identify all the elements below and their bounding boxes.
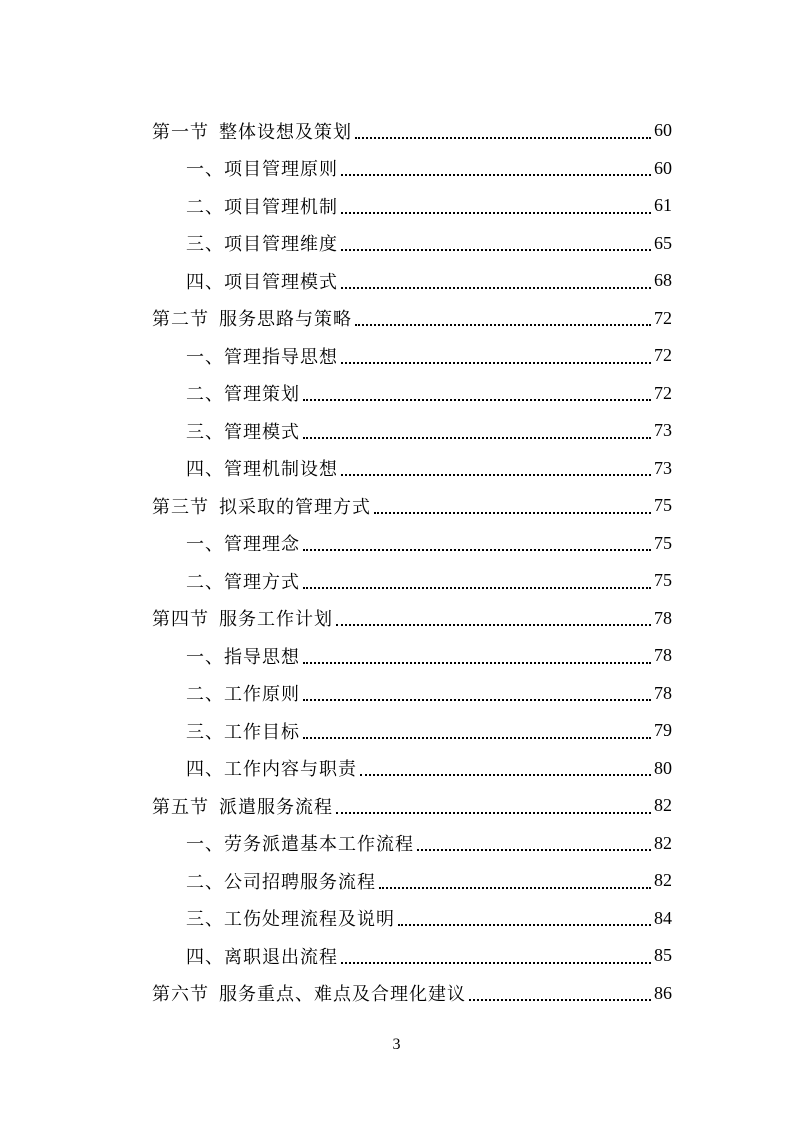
toc-entry-title: 整体设想及策划 <box>219 121 352 143</box>
toc-entry-label: 三、 <box>186 721 224 743</box>
toc-entry[interactable] <box>152 300 672 338</box>
toc-entry-title: 项目管理机制 <box>224 196 338 218</box>
toc-entry-label: 第一节 <box>152 121 209 143</box>
toc-entry-page: 75 <box>654 532 672 553</box>
toc-entry-page: 65 <box>654 232 672 253</box>
toc-entry-page: 85 <box>654 945 672 966</box>
dot-leader <box>336 623 651 626</box>
toc-entry[interactable] <box>152 525 672 563</box>
toc-entry-title: 工作内容与职责 <box>224 759 357 781</box>
toc-entry-label: 四、 <box>186 946 224 968</box>
toc-entry-title: 管理机制设想 <box>224 459 338 481</box>
toc-entry-label: 四、 <box>186 759 224 781</box>
toc-entry[interactable] <box>152 450 672 488</box>
toc-entry-page: 68 <box>654 270 672 291</box>
toc-entry[interactable] <box>152 825 672 863</box>
dot-leader <box>398 923 651 926</box>
dot-leader <box>379 886 651 889</box>
toc-entry-title: 管理方式 <box>224 571 300 593</box>
toc-entry-label: 第六节 <box>152 984 209 1006</box>
toc-entry[interactable] <box>152 637 672 675</box>
toc-entry[interactable] <box>152 562 672 600</box>
toc-entry-label: 第四节 <box>152 609 209 631</box>
toc-entry-title: 服务思路与策略 <box>219 309 352 331</box>
toc-entry-title: 离职退出流程 <box>224 946 338 968</box>
toc-entry-label: 三、 <box>186 909 224 931</box>
toc-entry-title: 公司招聘服务流程 <box>224 871 376 893</box>
dot-leader <box>303 736 651 739</box>
dot-leader <box>341 473 651 476</box>
toc-entry-title: 劳务派遣基本工作流程 <box>224 834 414 856</box>
toc-entry[interactable] <box>152 900 672 938</box>
toc-entry-page: 75 <box>654 495 672 516</box>
toc-entry-page: 82 <box>654 795 672 816</box>
toc-entry-page: 72 <box>654 382 672 403</box>
toc-entry-page: 78 <box>654 682 672 703</box>
toc-entry-page: 82 <box>654 870 672 891</box>
toc-entry-page: 60 <box>654 157 672 178</box>
toc-entry[interactable] <box>152 675 672 713</box>
toc-entry[interactable] <box>152 975 672 1013</box>
toc-entry-label: 第三节 <box>152 496 209 518</box>
dot-leader <box>341 286 651 289</box>
toc-entry-title: 管理策划 <box>224 384 300 406</box>
toc-entry-page: 84 <box>654 907 672 928</box>
toc-entry-label: 四、 <box>186 271 224 293</box>
toc-entry-page: 82 <box>654 832 672 853</box>
dot-leader <box>355 136 651 139</box>
toc-entry-page: 61 <box>654 195 672 216</box>
toc-entry-page: 73 <box>654 420 672 441</box>
dot-leader <box>469 998 651 1001</box>
toc-entry-title: 工伤处理流程及说明 <box>224 909 395 931</box>
toc-entry-title: 工作原则 <box>224 684 300 706</box>
toc-entry-title: 服务工作计划 <box>219 609 333 631</box>
dot-leader <box>303 698 651 701</box>
toc-entry-title: 项目管理原则 <box>224 159 338 181</box>
toc-entry-label: 第二节 <box>152 309 209 331</box>
toc-entry[interactable] <box>152 262 672 300</box>
toc-entry-page: 60 <box>654 120 672 141</box>
toc-entry-title: 服务重点、难点及合理化建议 <box>219 984 466 1006</box>
toc-entry[interactable] <box>152 787 672 825</box>
toc-entry-title: 拟采取的管理方式 <box>219 496 371 518</box>
toc-entry[interactable] <box>152 187 672 225</box>
toc-entry[interactable] <box>152 487 672 525</box>
toc-entry[interactable] <box>152 937 672 975</box>
toc-entry[interactable] <box>152 412 672 450</box>
dot-leader <box>341 211 651 214</box>
toc-entry-page: 78 <box>654 645 672 666</box>
dot-leader <box>303 586 651 589</box>
toc-entry-page: 80 <box>654 757 672 778</box>
toc-entry-title: 派遣服务流程 <box>219 796 333 818</box>
toc-entry[interactable] <box>152 337 672 375</box>
toc-entry[interactable] <box>152 375 672 413</box>
toc-entry[interactable] <box>152 225 672 263</box>
toc-entry-title: 指导思想 <box>224 646 300 668</box>
toc-entry-title: 项目管理维度 <box>224 234 338 256</box>
toc-entry-title: 项目管理模式 <box>224 271 338 293</box>
toc-entry[interactable] <box>152 750 672 788</box>
toc-entry-page: 86 <box>654 982 672 1003</box>
toc-entry-page: 73 <box>654 457 672 478</box>
dot-leader <box>303 661 651 664</box>
dot-leader <box>336 811 651 814</box>
toc-entry-page: 79 <box>654 720 672 741</box>
dot-leader <box>303 398 651 401</box>
toc-entry-label: 二、 <box>186 196 224 218</box>
dot-leader <box>341 173 651 176</box>
toc-entry-label: 一、 <box>186 346 224 368</box>
dot-leader <box>374 511 651 514</box>
toc-entry-title: 管理理念 <box>224 534 300 556</box>
toc-entry-title: 工作目标 <box>224 721 300 743</box>
toc-entry-label: 二、 <box>186 384 224 406</box>
toc-entry-label: 第五节 <box>152 796 209 818</box>
toc-entry-page: 75 <box>654 570 672 591</box>
toc-entry-label: 二、 <box>186 684 224 706</box>
toc-entry-page: 72 <box>654 345 672 366</box>
toc-entry-label: 二、 <box>186 571 224 593</box>
toc-entry-label: 一、 <box>186 646 224 668</box>
toc-entry-label: 四、 <box>186 459 224 481</box>
toc-entry[interactable] <box>152 150 672 188</box>
toc-entry-label: 二、 <box>186 871 224 893</box>
toc-entry-label: 一、 <box>186 834 224 856</box>
dot-leader <box>341 361 651 364</box>
toc-entry[interactable] <box>152 112 672 150</box>
table-of-contents <box>152 112 672 1012</box>
dot-leader <box>341 248 651 251</box>
toc-entry-label: 三、 <box>186 234 224 256</box>
dot-leader <box>417 848 651 851</box>
toc-entry[interactable] <box>152 600 672 638</box>
toc-entry-label: 三、 <box>186 421 224 443</box>
toc-entry-title: 管理模式 <box>224 421 300 443</box>
dot-leader <box>355 323 651 326</box>
dot-leader <box>303 548 651 551</box>
page-number: 3 <box>392 1036 401 1053</box>
toc-entry[interactable] <box>152 862 672 900</box>
dot-leader <box>360 773 651 776</box>
toc-entry-title: 管理指导思想 <box>224 346 338 368</box>
dot-leader <box>303 436 651 439</box>
toc-entry-page: 72 <box>654 307 672 328</box>
dot-leader <box>341 961 651 964</box>
toc-entry-page: 78 <box>654 607 672 628</box>
toc-entry-label: 一、 <box>186 534 224 556</box>
toc-entry[interactable] <box>152 712 672 750</box>
toc-entry-label: 一、 <box>186 159 224 181</box>
